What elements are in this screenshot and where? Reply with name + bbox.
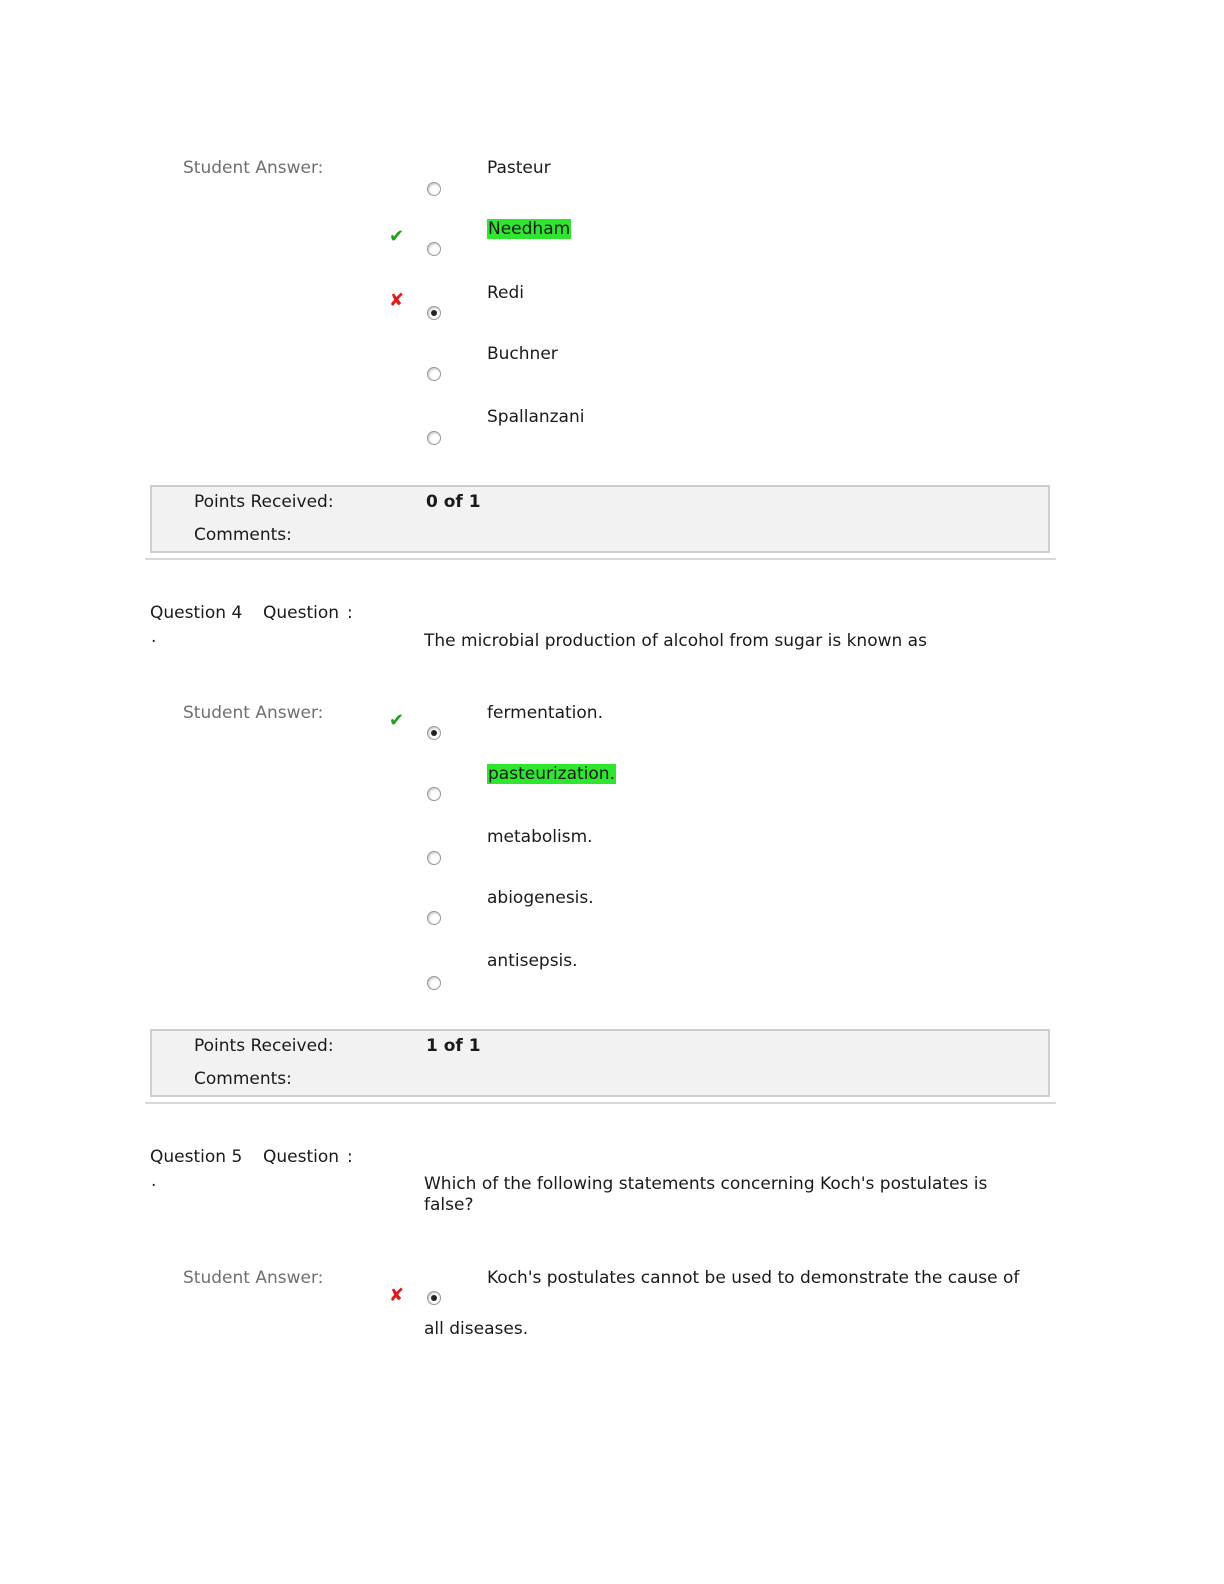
- question-text-line-2: false?: [424, 1195, 474, 1215]
- radio-buchner[interactable]: [427, 367, 441, 381]
- radio-abiogenesis[interactable]: [427, 911, 441, 925]
- radio-pasteurization[interactable]: [427, 787, 441, 801]
- points-received-value: 0 of 1: [426, 492, 481, 512]
- question-label: Question: [263, 1147, 340, 1167]
- comments-label: Comments:: [194, 1069, 292, 1089]
- option-label-fermentation: fermentation.: [487, 703, 603, 723]
- question-text-line-1: Which of the following statements concerning Koch's postulates is: [424, 1174, 988, 1194]
- option-label-redi: Redi: [487, 283, 525, 303]
- correct-check-icon: ✔: [389, 226, 405, 247]
- question-number: Question 4: [150, 603, 243, 623]
- radio-antisepsis[interactable]: [427, 976, 441, 990]
- option-label-buchner: Buchner: [487, 344, 558, 364]
- correct-answer-highlight: Needham: [488, 219, 571, 239]
- student-answer-label: Student Answer:: [183, 1268, 324, 1288]
- points-received-label: Points Received:: [194, 492, 334, 512]
- student-answer-label: Student Answer:: [183, 703, 324, 723]
- incorrect-cross-icon: ✘: [389, 1285, 405, 1306]
- correct-answer-highlight: pasteurization.: [488, 764, 615, 784]
- question-dot: .: [151, 1171, 157, 1191]
- radio-metabolism[interactable]: [427, 851, 441, 865]
- radio-fermentation-selected[interactable]: [427, 726, 441, 740]
- radio-needham[interactable]: [427, 242, 441, 256]
- question-label: Question: [263, 603, 340, 623]
- question-text: The microbial production of alcohol from sugar is known as: [424, 631, 927, 651]
- option-label-antisepsis: antisepsis.: [487, 951, 578, 971]
- comments-label: Comments:: [194, 525, 292, 545]
- radio-option-1-selected[interactable]: [427, 1291, 441, 1305]
- option-label-metabolism: metabolism.: [487, 827, 593, 847]
- option-label-abiogenesis: abiogenesis.: [487, 888, 594, 908]
- section-divider: [145, 558, 1056, 560]
- radio-spallanzani[interactable]: [427, 431, 441, 445]
- points-received-label: Points Received:: [194, 1036, 334, 1056]
- incorrect-cross-icon: ✘: [389, 290, 405, 311]
- option-label-line-2: all diseases.: [424, 1319, 529, 1339]
- option-label-needham: [487, 219, 571, 239]
- correct-check-icon: ✔: [389, 710, 405, 731]
- question-number: Question 5: [150, 1147, 243, 1167]
- radio-redi-selected[interactable]: [427, 306, 441, 320]
- option-label-pasteur: Pasteur: [487, 158, 551, 178]
- section-divider: [145, 1102, 1056, 1104]
- student-answer-label: Student Answer:: [183, 158, 324, 178]
- question-dot: .: [151, 627, 157, 647]
- option-label-pasteurization: [487, 764, 616, 784]
- option-label-line-1: Koch's postulates cannot be used to demonstrate the cause of: [487, 1268, 1020, 1288]
- points-received-value: 1 of 1: [426, 1036, 481, 1056]
- radio-pasteur[interactable]: [427, 182, 441, 196]
- question-colon: :: [347, 603, 353, 623]
- option-label-spallanzani: Spallanzani: [487, 407, 585, 427]
- question-colon: :: [347, 1147, 353, 1167]
